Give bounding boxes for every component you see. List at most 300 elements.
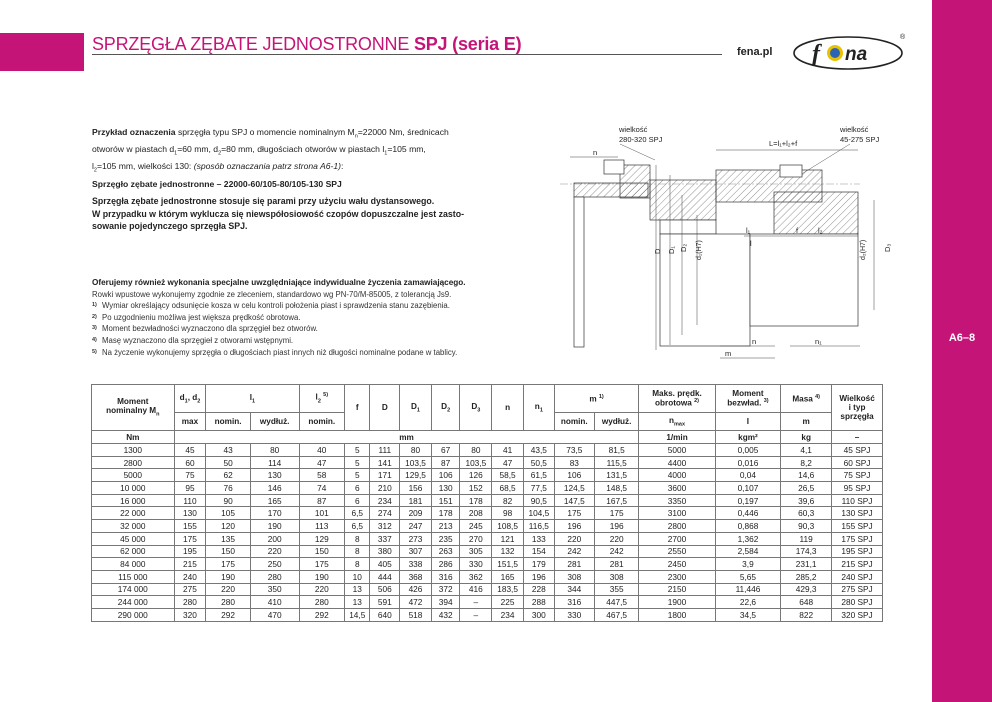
table-cell: 231,1 — [781, 558, 832, 571]
table-cell: 151,5 — [492, 558, 524, 571]
table-cell: 130 — [250, 469, 299, 482]
drawing-dim-n1: n₁ — [815, 337, 822, 346]
table-cell: 75 — [174, 469, 206, 482]
table-cell: 195 — [174, 545, 206, 558]
col-speed — [639, 385, 715, 413]
col-l2-sub: 2 — [317, 398, 321, 405]
table-cell: 234 — [370, 494, 400, 507]
drawing-dim-d2: d₂(H7) — [860, 239, 867, 260]
table-cell: 151 — [431, 494, 460, 507]
table-cell: 432 — [431, 608, 460, 621]
col-speed-line2: obrotowa — [655, 398, 692, 408]
table-row — [92, 608, 883, 621]
col-D: D — [370, 385, 400, 431]
col-d-sub2: 2 — [197, 398, 201, 405]
table-cell: 8 — [345, 558, 370, 571]
table-cell: 175 — [174, 532, 206, 545]
col-l2-text: l — [315, 393, 318, 403]
table-cell: 62 — [206, 469, 250, 482]
table-cell: 95 — [174, 482, 206, 495]
col-D2 — [431, 385, 460, 431]
table-cell: 61,5 — [523, 469, 554, 482]
table-cell: 113 — [299, 520, 345, 533]
table-cell: 43 — [206, 444, 250, 457]
col-inertia-line1: Moment — [732, 389, 764, 399]
table-cell: 307 — [400, 545, 432, 558]
table-cell: 141 — [370, 456, 400, 469]
table-cell: 14,6 — [781, 469, 832, 482]
table-cell: – — [460, 596, 492, 609]
table-header-row-1 — [92, 385, 883, 413]
table-cell: 380 — [370, 545, 400, 558]
table-cell: 34,5 — [715, 608, 781, 621]
table-cell: 288 — [523, 596, 554, 609]
usage-note-line-1: Sprzęgła zębate jednostronne stosuje się parami przy użyciu wału dystansowego. — [92, 196, 435, 206]
table-cell: 4400 — [639, 456, 715, 469]
unit-Nm: Nm — [92, 431, 175, 444]
header-accent-bar — [0, 33, 84, 71]
col-speed-sup: 2) — [694, 398, 700, 405]
table-cell: 148,5 — [594, 482, 638, 495]
table-cell: 58 — [299, 469, 345, 482]
table-cell: 133 — [523, 532, 554, 545]
unit-rpm: 1/min — [639, 431, 715, 444]
table-cell: 220 — [299, 583, 345, 596]
col-mass-sup: 4) — [815, 393, 820, 400]
table-cell: 300 — [523, 608, 554, 621]
table-cell: 2150 — [639, 583, 715, 596]
designation-text-3c: : — [341, 161, 344, 172]
table-cell: 116,5 — [523, 520, 554, 533]
table-cell: 103,5 — [400, 456, 432, 469]
table-cell: 68,5 — [492, 482, 524, 495]
table-cell: 344 — [554, 583, 594, 596]
table-cell: 174,3 — [781, 545, 832, 558]
table-row — [92, 507, 883, 520]
drawing-label-left-1: wielkość — [619, 125, 648, 134]
table-cell: 506 — [370, 583, 400, 596]
table-cell: 228 — [523, 583, 554, 596]
table-cell: 50 — [206, 456, 250, 469]
table-cell: 80 — [400, 444, 432, 457]
table-cell: 39,6 — [781, 494, 832, 507]
table-cell: 280 — [174, 596, 206, 609]
table-cell: 13 — [345, 596, 370, 609]
table-cell: 183,5 — [492, 583, 524, 596]
table-cell: 170 — [250, 507, 299, 520]
table-cell: 124,5 — [554, 482, 594, 495]
table-cell: 58,5 — [492, 469, 524, 482]
sub-m-ext: wydłuż. — [594, 413, 638, 431]
col-l2-sup: 5) — [323, 392, 329, 399]
table-cell: 87 — [431, 456, 460, 469]
table-cell: 247 — [400, 520, 432, 533]
table-cell: 5 — [345, 456, 370, 469]
table-cell: 150 — [299, 545, 345, 558]
table-cell: 220 — [206, 583, 250, 596]
table-cell: 175 — [299, 558, 345, 571]
col-m-sup: 1) — [598, 393, 604, 400]
col-size-line3: sprzęgła — [840, 412, 874, 421]
header-rule — [92, 54, 722, 55]
table-row — [92, 532, 883, 545]
table-cell: 8 — [345, 532, 370, 545]
col-size — [832, 385, 883, 431]
table-row — [92, 583, 883, 596]
table-cell: 131,5 — [594, 469, 638, 482]
designation-text-1b: =22000 Nm, średnicach — [357, 127, 449, 137]
drawing-dim-n-top: n — [593, 148, 598, 157]
table-cell: 338 — [400, 558, 432, 571]
table-cell: 270 — [460, 532, 492, 545]
sub-m-nom: nomin. — [554, 413, 594, 431]
side-accent-bar — [929, 0, 992, 702]
unit-kgm2: kgm² — [715, 431, 781, 444]
table-cell: 155 SPJ — [832, 520, 883, 533]
table-cell: 50,5 — [523, 456, 554, 469]
drawing-dim-d1: d₁(H7) — [696, 240, 703, 260]
table-cell: 1900 — [639, 596, 715, 609]
table-cell: 195 SPJ — [832, 545, 883, 558]
table-row — [92, 494, 883, 507]
table-cell: 152 — [460, 482, 492, 495]
table-cell: 316 — [431, 570, 460, 583]
table-cell: 22,6 — [715, 596, 781, 609]
table-cell: 8,2 — [781, 456, 832, 469]
designation-code: Sprzęgło zębate jednostronne – 22000-60/105-80/105-130 SPJ — [92, 178, 342, 189]
col-inertia — [715, 385, 781, 413]
designation-line-1 — [92, 126, 522, 143]
table-cell: 45 — [174, 444, 206, 457]
table-cell: 165 — [492, 570, 524, 583]
table-cell: 45 000 — [92, 532, 175, 545]
table-cell: 81,5 — [594, 444, 638, 457]
col-inertia-sup: 3) — [763, 398, 769, 405]
table-cell: 330 — [554, 608, 594, 621]
table-cell: 6 — [345, 494, 370, 507]
table-cell: 285,2 — [781, 570, 832, 583]
table-cell: 114 — [250, 456, 299, 469]
table-cell: 210 — [370, 482, 400, 495]
col-d-mid: , d — [187, 392, 198, 402]
footnote-text: Moment bezwładności wyznaczono dla sprzęgieł bez otworów. — [102, 324, 318, 334]
sub-mass: m — [781, 413, 832, 431]
table-cell: 60 SPJ — [832, 456, 883, 469]
sub-I: I — [715, 413, 781, 431]
footnote-number: 5) — [92, 348, 97, 355]
footnote-text: Masę wyznaczono dla sprzęgieł z otworami wstępnymi. — [102, 335, 294, 345]
table-cell: 5,65 — [715, 570, 781, 583]
table-cell: 135 — [206, 532, 250, 545]
table-cell: 290 000 — [92, 608, 175, 621]
table-cell: 0,446 — [715, 507, 781, 520]
sub-2: 2 — [218, 150, 222, 157]
col-inertia-line2: bezwład. — [727, 398, 762, 408]
drawing-label-right-2: 45-275 SPJ — [840, 135, 880, 144]
designation-line-3 — [92, 160, 522, 177]
table-cell: 41 — [492, 444, 524, 457]
table-cell: 410 — [250, 596, 299, 609]
table-cell: 130 — [174, 507, 206, 520]
designation-text-1: sprzęgła typu SPJ o momencie nominalnym M — [175, 127, 355, 137]
col-D2-sub: 2 — [447, 407, 451, 414]
table-cell: 0,107 — [715, 482, 781, 495]
table-row — [92, 456, 883, 469]
table-cell: – — [460, 608, 492, 621]
table-cell: 196 — [523, 570, 554, 583]
table-cell: 320 SPJ — [832, 608, 883, 621]
svg-text:f: f — [812, 41, 820, 67]
table-cell: 3600 — [639, 482, 715, 495]
drawing-label-right-1: wielkość — [840, 125, 869, 134]
col-m-text: m — [589, 394, 597, 404]
table-cell: 209 — [400, 507, 432, 520]
unit-dash: – — [832, 431, 883, 444]
table-cell: 167,5 — [594, 494, 638, 507]
col-n: n — [492, 385, 524, 431]
page-title — [92, 34, 521, 55]
drawing-label-left-2: 280-320 SPJ — [619, 135, 663, 144]
table-cell: 280 — [299, 596, 345, 609]
table-cell: 2800 — [639, 520, 715, 533]
table-cell: 5 — [345, 444, 370, 457]
table-cell: 90,3 — [781, 520, 832, 533]
table-cell: 330 — [460, 558, 492, 571]
table-cell: 2800 — [92, 456, 175, 469]
col-speed-line1: Maks. prędk. — [652, 389, 702, 399]
designation-example — [92, 126, 522, 190]
table-cell: 8 — [345, 545, 370, 558]
footnote-text: Po uzgodnieniu możliwa jest większa prędkość obrotowa. — [102, 312, 301, 322]
table-cell: 4,1 — [781, 444, 832, 457]
page-title-bold: SPJ (seria E) — [413, 34, 522, 54]
table-cell: 5000 — [92, 469, 175, 482]
table-cell: 447,5 — [594, 596, 638, 609]
table-cell: 280 — [250, 570, 299, 583]
designation-text-2a: otworów w piastach d — [92, 144, 175, 155]
table-cell: 62 000 — [92, 545, 175, 558]
col-mass — [781, 385, 832, 413]
col-n1 — [523, 385, 554, 431]
table-cell: 90 — [206, 494, 250, 507]
table-cell: 220 — [250, 545, 299, 558]
drawing-formula: L=l₁+l₂+f — [769, 139, 798, 148]
col-d-sub1: 1 — [184, 398, 188, 405]
sub-l1-nom: nomin. — [206, 413, 250, 431]
col-D1-text: D — [411, 401, 417, 411]
table-cell: 286 — [431, 558, 460, 571]
table-cell: 275 SPJ — [832, 583, 883, 596]
drawing-dim-D2: D₂ — [679, 243, 688, 252]
drawing-dim-l: l — [750, 239, 752, 248]
table-cell: 320 — [174, 608, 206, 621]
col-n1-sub: 1 — [539, 407, 543, 414]
table-cell: 16 000 — [92, 494, 175, 507]
table-cell: 405 — [370, 558, 400, 571]
table-cell: 60,3 — [781, 507, 832, 520]
table-cell: 308 — [594, 570, 638, 583]
table-cell: 95 SPJ — [832, 482, 883, 495]
table-cell: 3,9 — [715, 558, 781, 571]
table-cell: 181 — [400, 494, 432, 507]
table-cell: 591 — [370, 596, 400, 609]
table-cell: 368 — [400, 570, 432, 583]
table-cell: 126 — [460, 469, 492, 482]
table-cell: 4000 — [639, 469, 715, 482]
table-cell: 220 — [554, 532, 594, 545]
table-cell: 0,868 — [715, 520, 781, 533]
col-moment-line1: Moment — [117, 397, 149, 407]
table-cell: 196 — [594, 520, 638, 533]
table-cell: 129,5 — [400, 469, 432, 482]
col-size-line2: i typ — [848, 403, 866, 412]
table-cell: 175 — [594, 507, 638, 520]
sub-2b: 2 — [93, 168, 97, 175]
footnote — [92, 323, 532, 335]
col-l1-sub: 1 — [252, 398, 256, 405]
site-link[interactable]: fena.pl — [737, 46, 773, 58]
table-cell: 47 — [492, 456, 524, 469]
table-cell: 275 — [174, 583, 206, 596]
table-cell: 2450 — [639, 558, 715, 571]
col-l1-text: l — [249, 392, 253, 402]
table-cell: 190 — [250, 520, 299, 533]
table-cell: 648 — [781, 596, 832, 609]
col-mass-text: Masa — [792, 394, 813, 404]
table-cell: 108,5 — [492, 520, 524, 533]
table-cell: 45 SPJ — [832, 444, 883, 457]
table-cell: 130 — [431, 482, 460, 495]
offer-heading: Oferujemy również wykonania specjalne uwzględniające indywidualne życzenia zamawiającego. — [92, 278, 466, 287]
usage-note-line-3: sowanie pojedynczego sprzęgła SPJ. — [92, 221, 248, 231]
table-cell: 220 — [594, 532, 638, 545]
table-cell: 281 — [554, 558, 594, 571]
table-cell: 3350 — [639, 494, 715, 507]
col-D3-sub: 3 — [477, 407, 481, 414]
table-cell: 213 — [431, 520, 460, 533]
table-cell: 234 — [492, 608, 524, 621]
logo-registered: ® — [900, 34, 906, 41]
designation-text-3b: =105 mm, wielkości 130: — [96, 161, 194, 172]
offer-section — [92, 277, 532, 358]
designation-lead: Przykład oznaczenia — [92, 127, 176, 137]
col-moment — [92, 385, 175, 431]
table-cell: 292 — [299, 608, 345, 621]
col-d-text: d — [179, 392, 185, 402]
table-cell: 178 — [431, 507, 460, 520]
table-cell: 242 — [594, 545, 638, 558]
table-cell: 426 — [400, 583, 432, 596]
table-cell: 106 — [431, 469, 460, 482]
table-row — [92, 469, 883, 482]
table-cell: 274 — [370, 507, 400, 520]
table-cell: 273 — [400, 532, 432, 545]
usage-note — [92, 195, 522, 233]
table-cell: 2300 — [639, 570, 715, 583]
table-cell: 132 — [492, 545, 524, 558]
drawing-dim-m: m — [725, 349, 732, 358]
sub-l1-ext: wydłuż. — [250, 413, 299, 431]
table-cell: 215 — [174, 558, 206, 571]
fena-logo — [790, 33, 910, 71]
drawing-dim-D: D — [653, 248, 662, 254]
table-cell: 244 000 — [92, 596, 175, 609]
table-cell: 60 — [174, 456, 206, 469]
coupling-drawing — [560, 120, 895, 365]
designation-line-2 — [92, 143, 522, 160]
table-cell: 640 — [370, 608, 400, 621]
table-cell: 101 — [299, 507, 345, 520]
table-cell: 822 — [781, 608, 832, 621]
table-cell: 11,446 — [715, 583, 781, 596]
col-f: f — [345, 385, 370, 431]
table-cell: 80 — [460, 444, 492, 457]
table-cell: 6,5 — [345, 520, 370, 533]
table-cell: 175 SPJ — [832, 532, 883, 545]
table-cell: 0,197 — [715, 494, 781, 507]
table-cell: 10 — [345, 570, 370, 583]
drawing-dim-l2: l₂ — [818, 226, 823, 235]
table-cell: 175 — [206, 558, 250, 571]
footnote-text: Wymiar określający odsunięcie kosza w celu kontroli położenia piast i sprawdzenia stanu zazębienia. — [102, 301, 450, 311]
table-cell: 263 — [431, 545, 460, 558]
col-moment-sub: n — [156, 411, 160, 418]
table-cell: 90,5 — [523, 494, 554, 507]
unit-kg: kg — [781, 431, 832, 444]
table-cell: 362 — [460, 570, 492, 583]
table-cell: 105 — [206, 507, 250, 520]
col-D3 — [460, 385, 492, 431]
table-cell: 5 — [345, 469, 370, 482]
table-cell: 316 — [554, 596, 594, 609]
table-cell: 84 000 — [92, 558, 175, 571]
table-cell: 0,016 — [715, 456, 781, 469]
table-cell: 215 SPJ — [832, 558, 883, 571]
table-cell: 32 000 — [92, 520, 175, 533]
table-body — [92, 444, 883, 622]
col-m — [554, 385, 639, 413]
table-cell: 372 — [431, 583, 460, 596]
table-row — [92, 558, 883, 571]
table-cell: 280 SPJ — [832, 596, 883, 609]
sub-nmax — [639, 413, 715, 431]
table-cell: 6,5 — [345, 507, 370, 520]
drawing-dim-D1: D₁ — [667, 246, 676, 254]
col-l1 — [206, 385, 299, 413]
table-cell: 178 — [460, 494, 492, 507]
table-cell: 129 — [299, 532, 345, 545]
table-row — [92, 444, 883, 457]
side-accent-divider — [929, 0, 932, 702]
table-cell: 104,5 — [523, 507, 554, 520]
table-cell: 416 — [460, 583, 492, 596]
table-cell: 1300 — [92, 444, 175, 457]
designation-text-2d: =105 mm, — [387, 144, 426, 155]
table-cell: 472 — [400, 596, 432, 609]
table-row — [92, 482, 883, 495]
table-cell: 130 SPJ — [832, 507, 883, 520]
drawing-dim-D3: D₃ — [883, 243, 892, 252]
col-moment-line2: nominalny M — [106, 406, 157, 416]
sub-1b: 1 — [384, 150, 388, 157]
table-cell: 394 — [431, 596, 460, 609]
table-cell: 208 — [460, 507, 492, 520]
table-cell: 13 — [345, 583, 370, 596]
col-D3-text: D — [471, 401, 478, 411]
table-cell: 165 — [250, 494, 299, 507]
table-cell: 119 — [781, 532, 832, 545]
table-cell: 47 — [299, 456, 345, 469]
